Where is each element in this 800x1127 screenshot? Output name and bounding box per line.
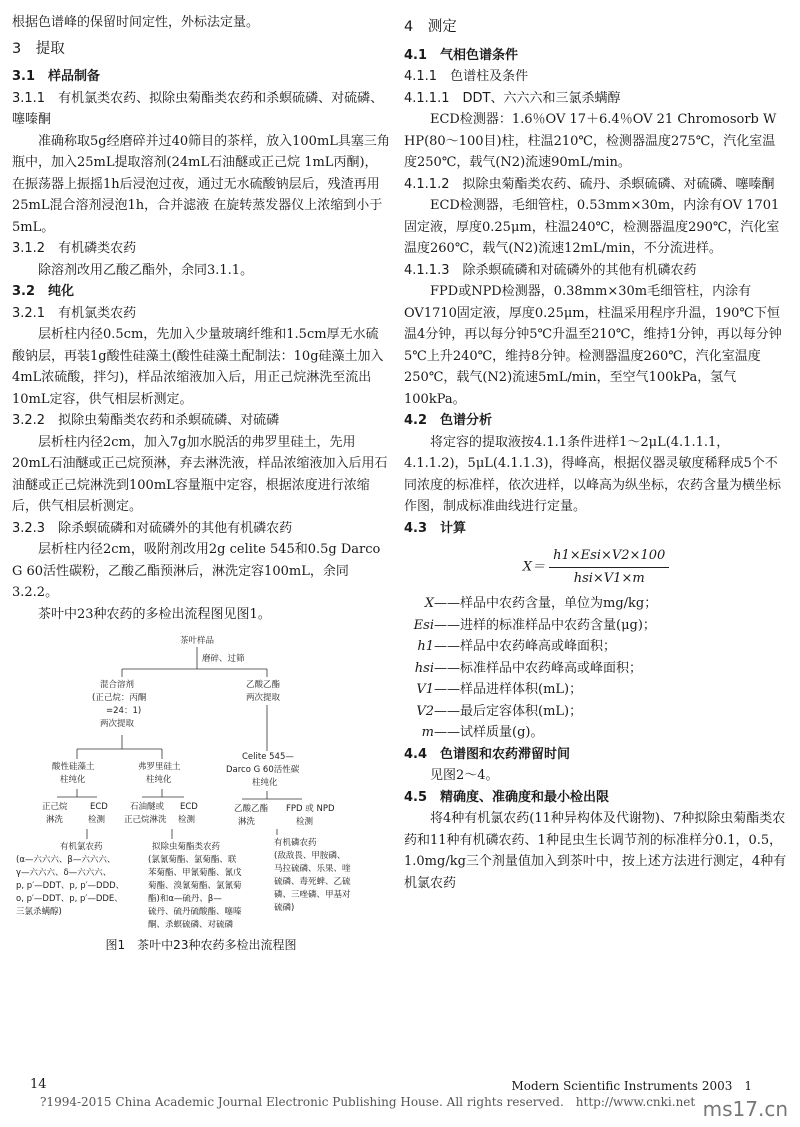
page-number: 14 bbox=[30, 1077, 47, 1092]
variable-text: ——样品中农药峰高或峰面积； bbox=[434, 639, 617, 654]
variable-text: ——样品中农药含量，单位为mg/kg； bbox=[434, 596, 658, 611]
formula-numerator: h1×Esi×V2×100 bbox=[549, 545, 669, 568]
section-heading-3-2-1: 3.2.1 有机氯类农药 bbox=[12, 305, 137, 321]
section-heading-4-1-1-1: 4.1.1.1 DDT、六六六和三氯杀螨醇 bbox=[404, 90, 621, 106]
flow-node-hexane-elute: 正己烷 bbox=[42, 802, 68, 812]
variable-definition bbox=[404, 636, 788, 658]
variable-text: ——试样质量(g)。 bbox=[434, 725, 544, 740]
flow-result-organophosphate: 马拉硫磷、乐果、喹 bbox=[274, 864, 351, 874]
flow-result-organochlorine: (α—六六六、β—六六六、 bbox=[16, 855, 116, 865]
paragraph: 层析柱内径2cm，加入7g加水脱活的弗罗里硅土，先用20mL石油醚或正己烷预淋，弃去淋洗液，样品浓缩液加入后用石油醚或正己烷淋洗到100mL容量瓶中定容，根据浓度进行浓缩后，供气相层析测定。 bbox=[12, 434, 388, 514]
formula-fraction bbox=[549, 545, 669, 589]
paragraph: 层析柱内径2cm，吸附剂改用2g celite 545和0.5g Darco G 60活性碳粉，乙酸乙酯预淋后，淋洗定容100mL，余同3.2.2。 bbox=[12, 542, 381, 600]
paragraph: 层析柱内径0.5cm，先加入少量玻璃纤维和1.5cm厚无水硫酸钠层，再装1g酸性硅藻土(酸性硅藻土配制法：10g硅藻土加入4mL浓硫酸，拌匀)，样品浓缩液加入后，用正己烷淋洗至流出10mL定容，供气相层析测定。 bbox=[12, 327, 384, 407]
flowchart-figure bbox=[12, 633, 390, 931]
flow-result-organophosphate: 硫磷、毒死蜱、乙硫 bbox=[274, 877, 351, 887]
flow-result-organophosphate: 硫磷) bbox=[274, 903, 295, 913]
flow-node-mixed-solvent: =24：1) bbox=[106, 706, 142, 716]
variable-symbol: X bbox=[424, 596, 434, 611]
flow-node-ecd: 检测 bbox=[88, 815, 106, 825]
variable-symbol: m bbox=[421, 725, 434, 740]
flow-node-acid-diatomite: 柱纯化 bbox=[60, 775, 86, 785]
flow-result-organochlorine: γ—六六六、δ—六六六、 bbox=[16, 868, 112, 878]
section-heading-4-2: 4.2 色谱分析 bbox=[404, 413, 493, 428]
flow-node-ea-elute: 淋洗 bbox=[238, 817, 256, 827]
variable-symbol: h1 bbox=[417, 639, 434, 654]
flow-node-celite: Darco G 60活性碳 bbox=[226, 765, 300, 775]
paragraph: 见图2～4。 bbox=[430, 768, 499, 783]
section-heading-4-5: 4.5 精确度、准确度和最小检出限 bbox=[404, 789, 610, 805]
flow-node-ecd: ECD bbox=[180, 802, 198, 812]
variable-text: ——标准样品中农药峰高或峰面积； bbox=[434, 660, 643, 676]
variable-text: ——样品进样体积(mL)； bbox=[434, 682, 583, 697]
flow-result-organochlorine: 有机氯农药 bbox=[60, 842, 103, 852]
flow-result-organochlorine: p, p′—DDT、p, p′—DDD、 bbox=[16, 881, 125, 891]
variable-definition bbox=[404, 593, 788, 615]
flow-result-pyrethroid: 硫丹、硫丹硫酸酯、噻嗪 bbox=[148, 907, 242, 917]
section-heading-3-2-2: 3.2.2 拟除虫菊酯类农药和杀螟硫磷、对硫磷 bbox=[12, 413, 280, 428]
paragraph: 根据色谱峰的保留时间定性，外标法定量。 bbox=[12, 15, 260, 30]
section-heading-3-1: 3.1 样品制备 bbox=[12, 69, 101, 84]
flow-node-sample: 茶叶样品 bbox=[180, 636, 215, 646]
paragraph: 除溶剂改用乙酸乙酯外，余同3.1.1。 bbox=[38, 262, 254, 278]
variable-definition bbox=[404, 701, 788, 723]
figure-caption: 图1 茶叶中23种农药多检出流程图 bbox=[105, 938, 297, 952]
section-heading-4: 4 测定 bbox=[404, 19, 457, 35]
flow-node-fpd: 检测 bbox=[296, 817, 314, 827]
flow-node-ethyl-acetate: 乙酸乙酯 bbox=[246, 680, 281, 690]
variable-symbol: Esi bbox=[413, 617, 434, 633]
left-column bbox=[12, 12, 390, 957]
flow-node-pe-elute: 石油醚或 bbox=[130, 802, 165, 812]
section-heading-4-4: 4.4 色谱图和农药滞留时间 bbox=[404, 746, 571, 762]
calculation-formula bbox=[404, 545, 788, 589]
flow-node-florisil: 柱纯化 bbox=[146, 775, 172, 785]
variable-definition bbox=[404, 615, 788, 637]
flow-node-mixed-solvent: (正己烷：丙酮 bbox=[92, 693, 147, 703]
section-heading-3-2: 3.2 纯化 bbox=[12, 284, 75, 299]
section-heading-3: 3 提取 bbox=[12, 40, 65, 57]
paragraph: FPD或NPD检测器，0.38mm×30m毛细管柱，内涂有OV1710固定液，厚度0.25μm，柱温采用程序升温，190℃下恒温4分钟，再以每分钟5℃升温至210℃，维持1分钟，再以每分钟5℃上升240℃，维持8分钟。检测器温度260℃，汽化室温度250℃，载气(N2)流速5mL/min，至空气100kPa，氢气100kPa。 bbox=[404, 284, 782, 407]
variable-definition bbox=[404, 679, 788, 701]
journal-footer: Modern Scientific Instruments 2003 1 bbox=[511, 1079, 752, 1093]
paragraph: ECD检测器，毛细管柱，0.53mm×30m，内涂有OV 1701固定液，厚度0.25μm，柱温240℃，检测器温度290℃，汽化室温度260℃，载气(N2)流速12mL/min，不分流进样。 bbox=[404, 198, 780, 256]
paragraph: ECD检测器：1.6％OV 17＋6.4％OV 21 Chromosorb W HP(80～100目)柱，柱温210℃，检测器温度275℃，汽化室温度250℃，载气(N2)流速90mL/min。 bbox=[404, 112, 777, 170]
section-heading-3-1-1: 3.1.1 有机氯类农药、拟除虫菊酯类农药和杀螟硫磷、对硫磷、噻嗪酮 bbox=[12, 90, 384, 127]
flow-result-pyrethroid: 拟除虫菊酯类农药 bbox=[152, 842, 221, 852]
flow-node-celite: Celite 545— bbox=[242, 752, 294, 762]
paragraph: 准确称取5g经磨碎并过40筛目的茶样，放入100mL具塞三角瓶中，加入25mL提取溶剂(24mL石油醚或正己烷 1mL丙酮)，在振荡器上振摇1h后浸泡过夜，通过无水硫酸钠层后，残渣再用25mL混合溶剂浸泡1h，合并滤液 在旋转蒸发器仪上浓缩到小于5mL。 bbox=[12, 133, 390, 235]
section-heading-4-1-1-2: 4.1.1.2 拟除虫菊酯类农药、硫丹、杀螟硫磷、对硫磷、噻嗪酮 bbox=[404, 176, 775, 192]
flow-result-organophosphate: (敌敌畏、甲胺磷、 bbox=[274, 851, 346, 861]
variable-text: ——最后定容体积(mL)； bbox=[434, 703, 583, 719]
flow-node-ea-elute: 乙酸乙酯 bbox=[234, 804, 269, 814]
section-heading-4-1: 4.1 气相色谱条件 bbox=[404, 47, 519, 63]
flow-result-pyrethroid: 苯菊酯、甲氰菊酯、氰戊 bbox=[148, 868, 242, 878]
flow-node-pe-elute: 正己烷淋洗 bbox=[124, 815, 167, 825]
flow-node-celite: 柱纯化 bbox=[252, 778, 278, 788]
variable-symbol: V2 bbox=[416, 703, 434, 719]
section-heading-4-3: 4.3 计算 bbox=[404, 520, 467, 536]
flow-result-pyrethroid: 酮、杀螟硫磷、对硫磷 bbox=[148, 920, 234, 930]
formula-lhs: X＝ bbox=[522, 559, 545, 575]
flow-result-organophosphate: 有机磷农药 bbox=[274, 838, 317, 848]
flow-result-organochlorine: o, p′—DDT、p, p′—DDE、 bbox=[16, 894, 123, 904]
flow-node-fpd: FPD 或 NPD bbox=[286, 804, 335, 814]
formula-denominator: hsi×V1×m bbox=[573, 570, 645, 586]
flow-result-pyrethroid: (氯氰菊酯、氯菊酯、联 bbox=[148, 855, 237, 865]
section-heading-4-1-1: 4.1.1 色谱柱及条件 bbox=[404, 69, 529, 84]
flow-node-mixed-solvent: 两次提取 bbox=[100, 719, 135, 729]
flow-result-pyrethroid: 菊酯、溴氰菊酯、氯氰菊 bbox=[148, 881, 242, 891]
section-heading-3-1-2: 3.1.2 有机磷类农药 bbox=[12, 241, 137, 256]
flow-node-hexane-elute: 淋洗 bbox=[46, 815, 64, 825]
paragraph: 将定容的提取液按4.1.1条件进样1～2μL(4.1.1.1，4.1.1.2)，5μL(4.1.1.3)，得峰高，根据仪器灵敏度稀释成5个不同浓度的标准样，依次进样，以峰高为纵坐标，农药含量为横坐标作图，制成标准曲线进行定量。 bbox=[404, 434, 782, 514]
flow-node-florisil: 弗罗里硅土 bbox=[138, 762, 181, 772]
paragraph: 将4种有机氯农药(11种异构体及代谢物)、7种拟除虫菊酯类农药和11种有机磷农药、1种昆虫生长调节剂的标准样分0.1，0.5，1.0mg/kg三个剂量值加入到茶叶中，按上述方法进行测定，4种有机氯农药 bbox=[404, 811, 787, 891]
flow-result-organophosphate: 磷、三唑磷、甲基对 bbox=[274, 890, 351, 900]
flow-node-ecd: ECD bbox=[90, 802, 108, 812]
section-heading-4-1-1-3: 4.1.1.3 除杀螟硫磷和对硫磷外的其他有机磷农药 bbox=[404, 262, 697, 278]
variable-text: ——进样的标准样品中农药含量(μg)； bbox=[434, 617, 656, 633]
section-heading-3-2-3: 3.2.3 除杀螟硫磷和对硫磷外的其他有机磷农药 bbox=[12, 520, 293, 536]
right-column bbox=[404, 12, 788, 894]
variable-symbol: V1 bbox=[416, 682, 434, 697]
flow-node-ecd: 检测 bbox=[178, 815, 196, 825]
variable-symbol: hsi bbox=[414, 660, 434, 676]
flow-step-grind: 磨碎、过筛 bbox=[202, 654, 245, 664]
variable-definition bbox=[404, 722, 788, 744]
copyright-notice: ?1994-2015 China Academic Journal Electronic Publishing House. All rights reserved. http://www.cnki.net bbox=[40, 1095, 696, 1109]
flow-node-mixed-solvent: 混合溶剂 bbox=[100, 680, 135, 690]
variable-definition bbox=[404, 658, 788, 680]
flow-node-ethyl-acetate: 两次提取 bbox=[246, 693, 281, 703]
flow-node-acid-diatomite: 酸性硅藻土 bbox=[52, 762, 95, 772]
flow-result-pyrethroid: 酯)和α—硫丹、β— bbox=[148, 894, 222, 904]
paragraph: 茶叶中23种农药的多检出流程图见图1。 bbox=[38, 606, 271, 622]
watermark: ms17.cn bbox=[702, 1097, 788, 1121]
flow-result-organochlorine: 三氯杀螨醇) bbox=[16, 907, 62, 917]
